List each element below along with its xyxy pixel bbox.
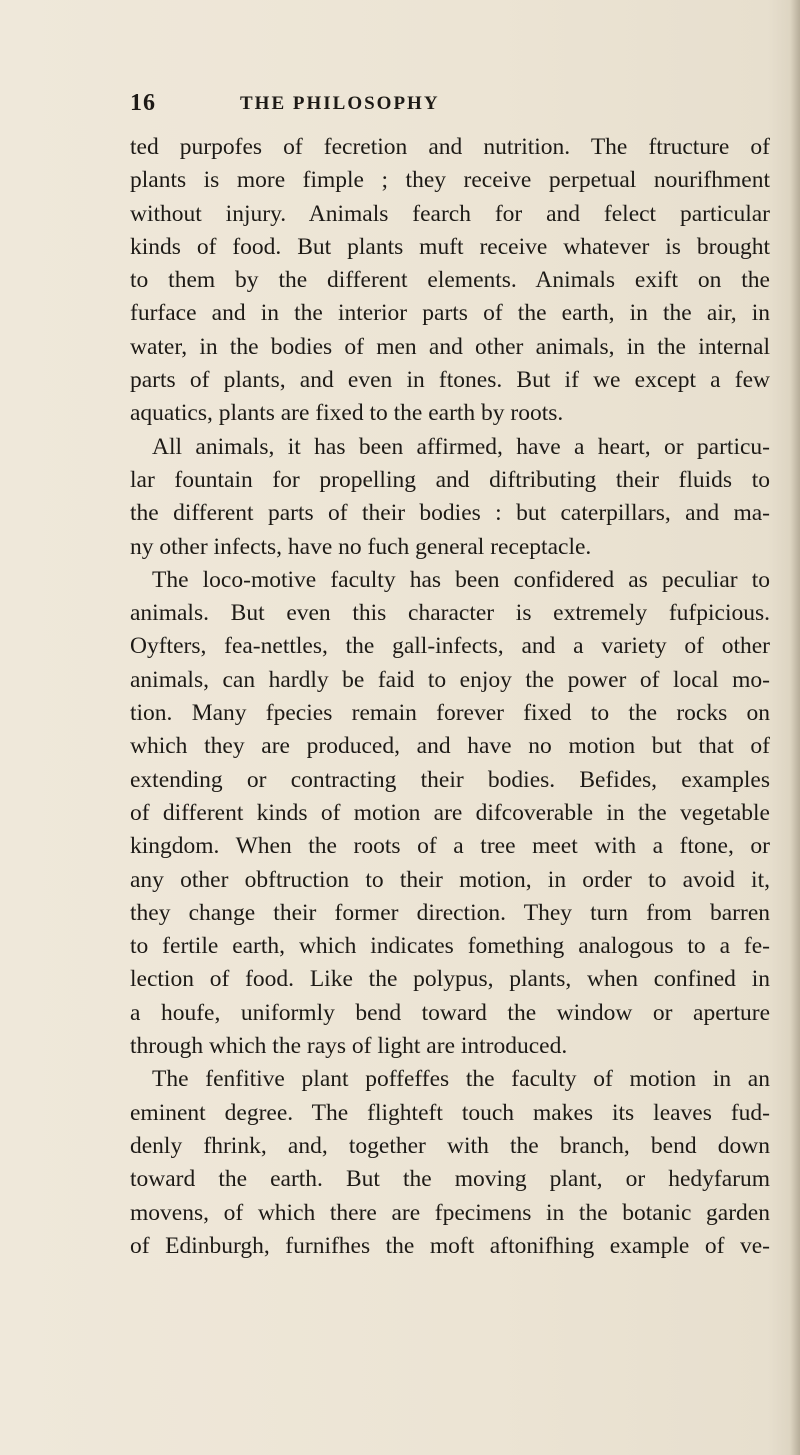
text-line: denly fhrink, and, together with the branch, bend down bbox=[130, 1132, 770, 1159]
text-line: furface and in the interior parts of the earth, in the air, in bbox=[130, 300, 770, 327]
text-line: toward the earth. But the moving plant, or hedyfarum bbox=[130, 1166, 770, 1193]
text-line: extending or contracting their bodies. Befides, examples bbox=[130, 766, 770, 793]
body-text bbox=[130, 131, 770, 1263]
text-line: aquatics, plants are fixed to the earth by roots. bbox=[130, 400, 564, 427]
text-line: water, in the bodies of men and other animals, in the internal bbox=[130, 333, 770, 360]
text-line: lection of food. Like the polypus, plants, when confined in bbox=[130, 966, 770, 993]
text-line: The loco-motive faculty has been confidered as peculiar to bbox=[152, 566, 770, 593]
text-line: All animals, it has been affirmed, have a heart, or particu- bbox=[152, 433, 770, 460]
text-line: a houfe, uniformly bend toward the window or aperture bbox=[130, 999, 770, 1026]
text-line: the different parts of their bodies : but caterpillars, and ma- bbox=[130, 500, 770, 527]
text-line: any other obftruction to their motion, in order to avoid it, bbox=[130, 866, 770, 893]
page-edge-shadow bbox=[790, 0, 800, 1455]
text-line: animals, can hardly be faid to enjoy the power of local mo- bbox=[130, 666, 770, 693]
text-line: ted purpofes of fecretion and nutrition. The ftructure of bbox=[130, 134, 770, 160]
page-number: 16 bbox=[130, 90, 156, 116]
text-line: which they are produced, and have no motion but that of bbox=[130, 733, 770, 760]
text-line: ny other infects, have no fuch general receptacle. bbox=[130, 533, 592, 560]
text-line: to fertile earth, which indicates fomething analogous to a fe- bbox=[130, 933, 770, 960]
text-line: of different kinds of motion are difcoverable in the vegetable bbox=[130, 799, 770, 826]
text-line: eminent degree. The flighteft touch makes its leaves fud- bbox=[130, 1099, 770, 1126]
text-line: tion. Many fpecies remain forever fixed to the rocks on bbox=[130, 700, 770, 727]
text-line: of Edinburgh, furnifhes the moft aftonifhing example of ve- bbox=[130, 1232, 770, 1259]
text-line: lar fountain for propelling and diftributing their fluids to bbox=[130, 466, 770, 493]
page-header bbox=[130, 90, 770, 120]
text-line: kinds of food. But plants muft receive whatever is brought bbox=[130, 233, 770, 260]
text-line: Oyfters, fea-nettles, the gall-infects, and a variety of other bbox=[130, 633, 770, 660]
text-line: The fenfitive plant poffeffes the faculty of motion in an bbox=[152, 1066, 770, 1093]
running-head: THE PHILOSOPHY bbox=[240, 93, 440, 114]
text-line: plants is more fimple ; they receive perpetual nourifhment bbox=[130, 167, 770, 194]
text-line: they change their former direction. They turn from barren bbox=[130, 899, 770, 926]
text-line: animals. But even this character is extremely fufpicious. bbox=[130, 600, 770, 627]
text-line: kingdom. When the roots of a tree meet with a ftone, or bbox=[130, 833, 770, 860]
text-line: movens, of which there are fpecimens in the botanic garden bbox=[130, 1199, 770, 1226]
text-line: parts of plants, and even in ftones. But if we except a few bbox=[130, 367, 770, 394]
text-line: through which the rays of light are introduced. bbox=[130, 1033, 568, 1060]
text-line: to them by the different elements. Animals exift on the bbox=[130, 267, 770, 294]
text-line: without injury. Animals fearch for and felect particular bbox=[130, 200, 770, 227]
